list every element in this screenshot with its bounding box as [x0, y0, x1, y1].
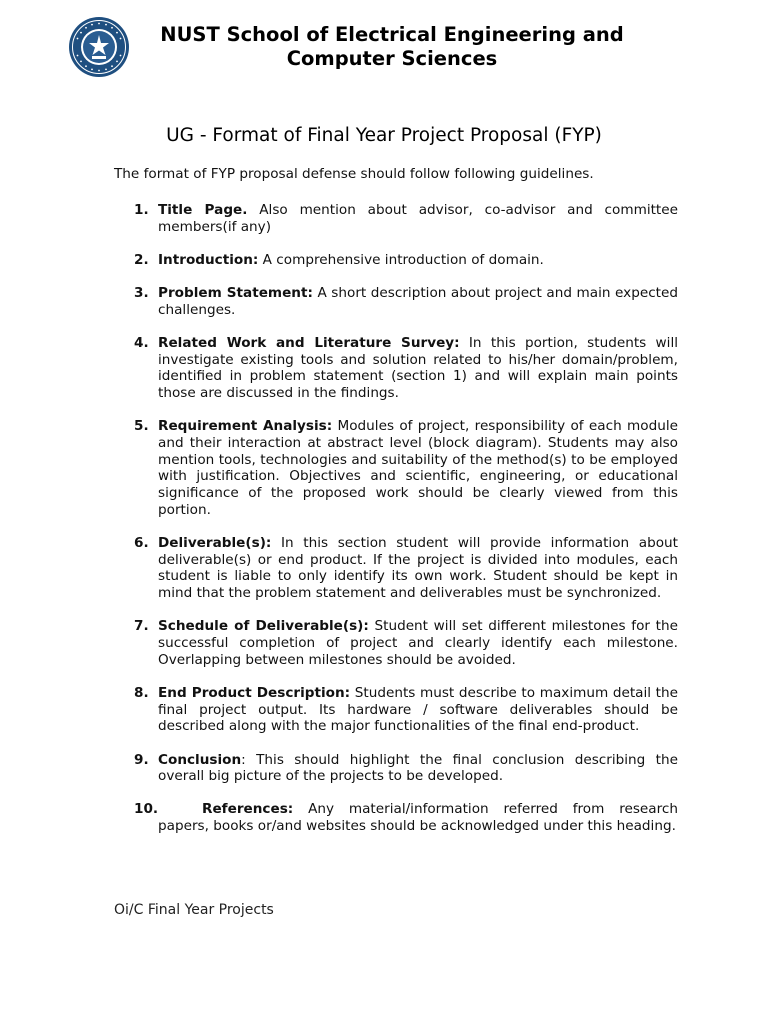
item-number: 5. — [134, 418, 149, 435]
item-text: A comprehensive introduction of domain. — [258, 251, 544, 268]
item-heading: Related Work and Literature Survey: — [158, 335, 460, 352]
item-text: Modules of project, responsibility of each module and their interaction at abstract level (block diagram). Students may also mention tools, technologies and suitability of the method(s) to be employed with justification. Objectives and scientific, engineering, or educational significance of the proposed work should be clearly viewed from this portion. — [158, 418, 678, 518]
item-heading: Requirement Analysis: — [158, 418, 333, 435]
item-heading: End Product Description: — [158, 684, 351, 701]
university-seal-icon — [68, 16, 130, 78]
item-number: 9. — [134, 751, 149, 768]
guideline-item-8 — [114, 685, 678, 735]
item-number: 7. — [134, 618, 149, 635]
item-number: 3. — [134, 285, 149, 302]
item-heading: Introduction: — [158, 251, 259, 268]
item-heading: Conclusion — [158, 751, 242, 768]
guideline-item-5 — [114, 418, 678, 518]
institution-name: NUST School of Electrical Engineering and Computer Sciences — [160, 23, 624, 70]
guideline-item-1 — [114, 202, 678, 235]
item-text: In this portion, students will investigate existing tools and solution related to his/her domain/problem, identified in problem statement (section 1) and will explain main points those are discussed in the findings. — [158, 335, 678, 402]
item-heading: Deliverable(s): — [158, 535, 272, 552]
item-heading: Title Page. — [158, 202, 248, 218]
guideline-item-7 — [114, 618, 678, 668]
item-text: Also mention about advisor, co-advisor and committee members(if any) — [158, 202, 678, 235]
item-text: Students must describe to maximum detail the final project output. Its hardware / software deliverables should be described along with the major functionalities of the final end-product. — [158, 684, 678, 735]
item-text: Any material/information referred from research papers, books or/and websites should be acknowledged under this heading. — [158, 801, 678, 835]
item-number: 10. — [134, 801, 159, 818]
item-text: A short description about project and main expected challenges. — [158, 285, 678, 318]
item-heading: References: — [202, 801, 294, 818]
item-heading: Problem Statement: — [158, 285, 313, 302]
item-number: 2. — [134, 251, 149, 268]
intro-paragraph: The format of FYP proposal defense should follow following guidelines. — [114, 166, 594, 182]
guideline-item-9 — [114, 752, 678, 785]
item-number: 6. — [134, 535, 149, 552]
item-text: : This should highlight the final conclusion describing the overall big picture of the projects to be developed. — [158, 751, 678, 785]
item-number: 4. — [134, 335, 149, 352]
item-number: 8. — [134, 684, 149, 701]
item-heading: Schedule of Deliverable(s): — [158, 618, 369, 635]
guideline-item-4 — [114, 335, 678, 402]
guideline-item-6 — [114, 535, 678, 602]
signoff: Oi/C Final Year Projects — [114, 902, 274, 918]
guidelines-list — [114, 202, 678, 851]
guideline-item-3 — [114, 285, 678, 318]
item-number: 1. — [134, 202, 149, 218]
guideline-item-2 — [114, 252, 678, 269]
item-text: In this section student will provide information about deliverable(s) or end product. If the project is divided into modules, each student is liable to only identify its own work. Student should be kept in mind that the problem statement and deliverables must be synchronized. — [158, 535, 678, 602]
document-title: UG - Format of Final Year Project Proposal (FYP) — [166, 125, 602, 146]
guideline-item-10 — [114, 801, 678, 834]
item-text: Student will set different milestones for the successful completion of project and clearly identify each milestone. Overlapping between milestones should be avoided. — [158, 618, 678, 668]
